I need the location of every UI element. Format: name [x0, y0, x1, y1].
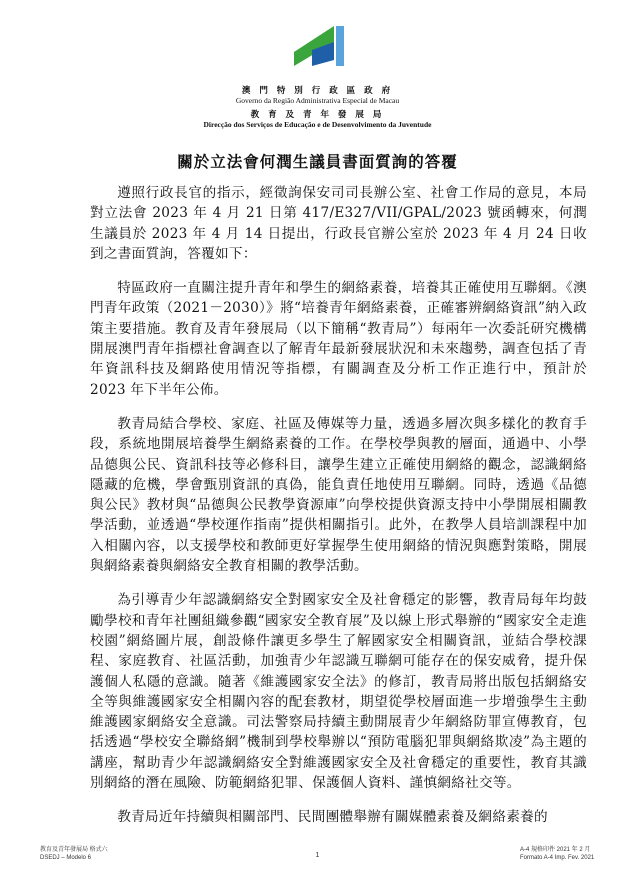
footer-form-zh: 教育及青年發展局 格式六 [40, 847, 108, 853]
bureau-name-zh: 教 育 及 青 年 發 展 局 [250, 110, 385, 120]
paragraph-media-literacy: 教青局近年持續與相關部門、民間團體舉辦有關媒體素養及網絡素養的 [117, 809, 548, 826]
paragraph-national-security: 為引導青少年認識網絡安全對國家安全及社會穩定的影響，教青局每年均鼓勵學校和青年社團組織參觀“國家安全教育展”及以線上形式舉辦的“國家安全走進校園”網絡圖片展，創設條件讓更多學生了解國家安全相關資訊，並結合學校課程、家庭教育、社區活動，加強青少年認識互聯網可能存在的保安威脅，提升保護個人私隱的意識。隨著《維護國家安全法》的修訂，教青局將出版包括網絡安全等與維護國家安全相關內容的配套教材，期望從學校層面進一步增強學生主動維護國家網絡安全意識。司法警察局持續主動開展青少年網絡防罪宣傳教育，包括透過“學校安全聯絡網”機制到學校舉辦以“預防電腦犯罪與網絡欺凌”為主題的講座，幫助青少年認識網絡安全對維護國家安全及社會穩定的重要性，教育其識別網絡的潛在風險、防範網絡犯罪、保護個人資料、謹慎網絡社交等。 [90, 592, 587, 792]
footer-print-zh: A-4 規格印件 2021 年 2 月 [520, 847, 591, 853]
agency-name-zh: 澳 門 特 別 行 政 區 政 府 [241, 86, 394, 96]
paragraph-intro: 遵照行政長官的指示，經徵詢保安司司長辦公室、社會工作局的意見，本局對立法會 2023 年 4 月 21 日第 417/E327/VII/GPAL/2023 號函轉來，何潤生議員於 2023 年 4 月 14 日提出，行政長官辦公室於 2023 年 4 月 24 日收到之書面質詢，答覆如下： [90, 185, 587, 262]
government-logo [290, 22, 350, 72]
footer-print-pt: Formato A-4 Imp. Fev. 2021 [520, 855, 595, 861]
document-body [90, 183, 587, 828]
document-title: 關於立法會何潤生議員書面質詢的答覆 [177, 152, 458, 171]
paragraph-youth-policy: 特區政府一直關注提升青年和學生的網絡素養，培養其正確使用互聯網。《澳門青年政策（2021－2030）》將“培養青年網絡素養，正確審辨網絡資訊”納入政策主要措施。教育及青年發展局（以下簡稱“教青局”）每兩年一次委託研究機構開展澳門青年指標社會調查以了解青年最新發展狀況和未來趨勢，調查包括了青年資訊科技及網路使用情況等指標，有關調查及分析工作正進行中，預計於 2023 年下半年公佈。 [90, 280, 587, 398]
footer-form-pt: DSEDJ – Modelo 6 [40, 855, 92, 861]
paragraph-school-education: 教青局結合學校、家庭、社區及傳媒等力量，透過多層次與多樣化的教育手段，系統地開展培養學生網絡素養的工作。在學校學與教的層面，通過中、小學品德與公民、資訊科技等必修科目，讓學生建立正確使用網絡的觀念，認識網絡隱藏的危機，學會甄別資訊的真偽，能負責任地使用互聯網。同時，透過《品德與公民》教材與“品德與公民教學資源庫”向學校提供資源支持中小學開展相關教學活動，並透過“學校運作指南”提供相關指引。此外，在教學人員培訓課程中加入相關內容，以支援學校和教師更好掌握學生使用網絡的情況與應對策略，開展與網絡素養與網絡安全教育相關的教學活動。 [90, 415, 587, 575]
footer-print-format [520, 846, 594, 862]
bureau-name-pt: Direcção dos Serviços de Educação e de Desenvolvimento da Juventude [203, 120, 432, 129]
agency-name-pt: Governo da Região Administrativa Especial de Macau [235, 96, 400, 105]
page-number: 1 [315, 852, 320, 859]
